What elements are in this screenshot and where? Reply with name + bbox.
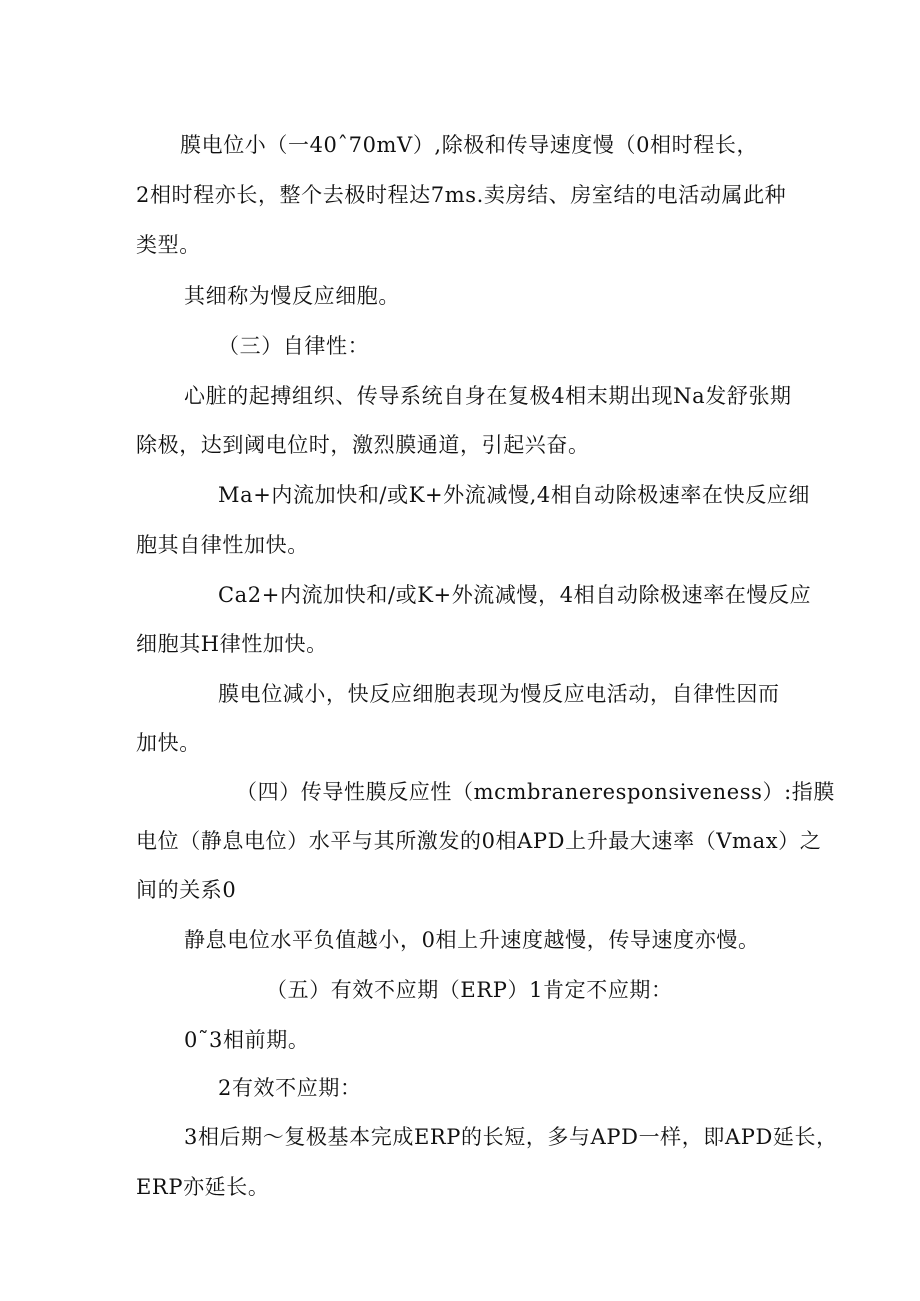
paragraph-line-8: Ma+内流加快和/或K+外流减慢,4相自动除极速率在快反应细 bbox=[218, 483, 811, 507]
section-heading-3: （三）自律性： bbox=[218, 334, 370, 358]
paragraph-line-17: 静息电位水平负值越小，0相上升速度越慢，传导速度亦慢。 bbox=[184, 928, 760, 952]
section-heading-5: （五）有效不应期（ERP）1肯定不应期： bbox=[266, 978, 673, 1002]
paragraph-line-2: 2相时程亦长，整个去极时程达7ms.卖房结、房室结的电活动属此种 bbox=[136, 183, 787, 207]
paragraph-line-10: Ca2+内流加快和/或K+外流减慢，4相自动除极速率在慢反应 bbox=[218, 583, 812, 607]
paragraph-line-16: 间的关系0 bbox=[136, 878, 237, 902]
paragraph-line-20: 2有效不应期： bbox=[218, 1076, 362, 1100]
paragraph-line-15: 电位（静息电位）水平与其所激发的0相APD上升最大速率（Vmax）之 bbox=[136, 829, 822, 853]
paragraph-line-1: 膜电位小（一40ˆ70mV）,除极和传导速度慢（0相时程长， bbox=[180, 133, 759, 157]
section-heading-4: （四）传导性膜反应性（mcmbraneresponsiveness）:指膜 bbox=[236, 780, 835, 804]
paragraph-line-7: 除极，达到阈电位时，激烈膜通道，引起兴奋。 bbox=[136, 433, 590, 457]
paragraph-line-21: 3相后期～复极基本完成ERP的长短，多与APD一样，即APD延长， bbox=[184, 1125, 838, 1149]
paragraph-line-12: 膜电位减小，快反应细胞表现为慢反应电活动，自律性因而 bbox=[218, 682, 780, 706]
paragraph-line-22: ERP亦延长。 bbox=[136, 1175, 270, 1199]
paragraph-line-6: 心脏的起搏组织、传导系统自身在复极4相末期出现Na发舒张期 bbox=[184, 384, 792, 408]
paragraph-line-9: 胞其自律性加快。 bbox=[136, 533, 309, 557]
paragraph-line-19: 0˜3相前期。 bbox=[184, 1028, 310, 1052]
paragraph-line-3: 类型。 bbox=[136, 233, 201, 257]
paragraph-line-4: 其细称为慢反应细胞。 bbox=[184, 284, 400, 308]
paragraph-line-11: 细胞其H律性加快。 bbox=[136, 632, 328, 656]
paragraph-line-13: 加快。 bbox=[136, 731, 201, 755]
